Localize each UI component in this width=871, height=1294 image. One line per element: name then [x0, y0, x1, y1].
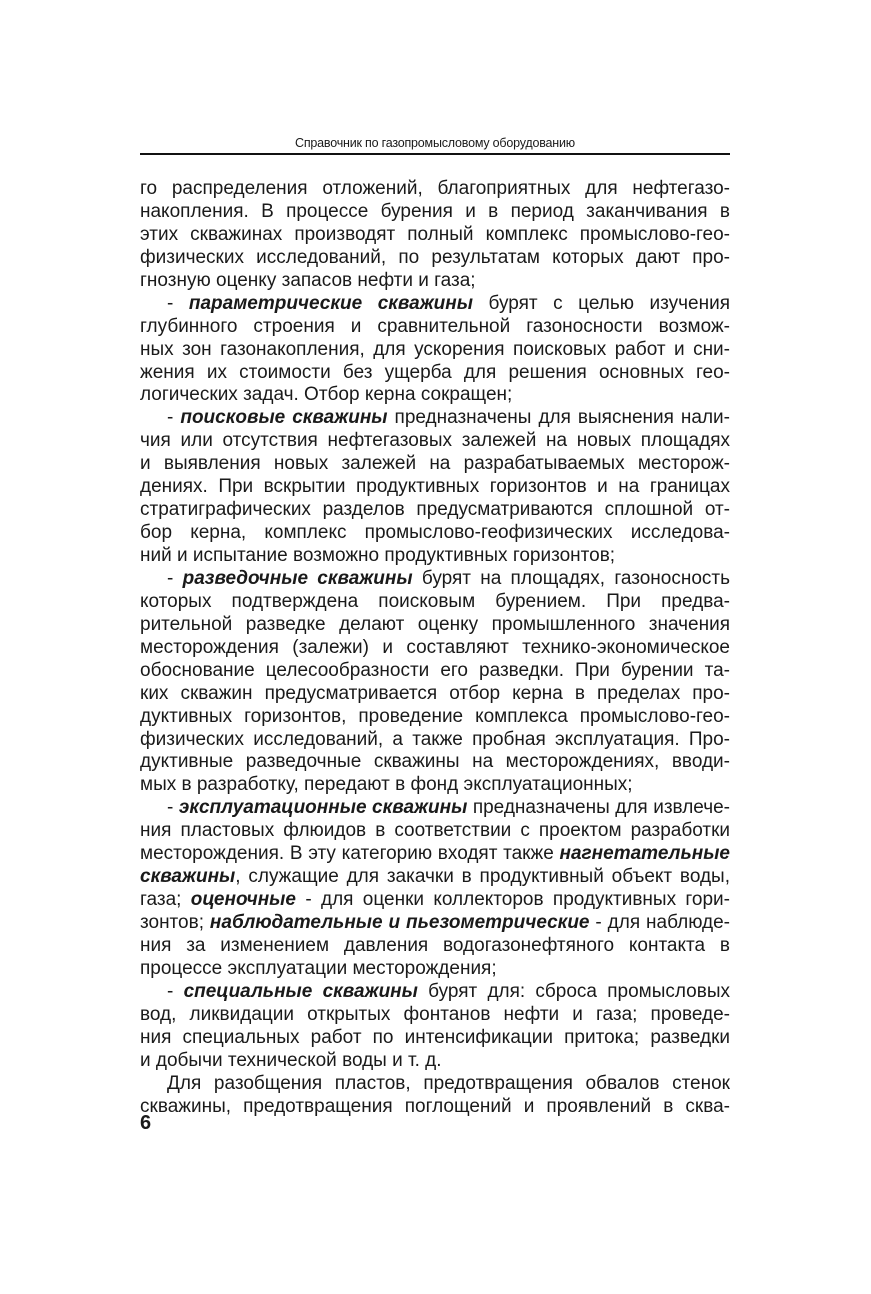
text-run: го распределения отложений, благоприятных для нефтегазо-	[140, 178, 730, 199]
bold-italic-term: разведочные скважины	[182, 567, 413, 589]
text-line	[140, 683, 730, 706]
text-line	[140, 384, 730, 407]
text-run: ных зон газонакопления, для ускорения поисковых работ и сни-	[140, 338, 730, 360]
text-run: бор керна, комплекс промыслово-геофизических исследова-	[140, 522, 730, 544]
text-line	[140, 774, 730, 797]
text-run: ния пластовых флюидов в соответствии с проектом разработки	[140, 820, 730, 842]
text-run: ний и испытание возможно продуктивных горизонтов;	[140, 545, 616, 566]
text-run: -	[167, 407, 181, 429]
text-run: зонтов;	[140, 912, 210, 933]
text-run: предназначены для извлече-	[467, 797, 731, 819]
text-run: жения их стоимости без ущерба для решения основных гео-	[140, 361, 730, 383]
bold-italic-term: нагнетательные	[559, 843, 730, 865]
text-line	[140, 339, 730, 362]
text-run: вод, ликвидации открытых фонтанов нефти и газа; проведе-	[140, 1003, 730, 1025]
text-line	[140, 1027, 730, 1050]
text-line	[140, 660, 730, 683]
text-line	[140, 453, 730, 476]
text-run: рительной разведке делают оценку промышленного значения	[140, 613, 730, 635]
text-line	[140, 981, 730, 1004]
text-run: ния за изменением давления водогазонефтяного контакта в	[140, 934, 730, 956]
text-run: накопления. В процессе бурения и в период заканчивания в	[140, 200, 730, 222]
bold-italic-term: оценочные	[190, 889, 296, 911]
bold-italic-term: скважины	[140, 866, 236, 888]
text-run: скважины, предотвращения поглощений и проявлений в сква-	[140, 1095, 730, 1117]
bold-italic-term: поисковые скважины	[180, 407, 388, 429]
text-run: гнозную оценку запасов нефти и газа;	[140, 269, 476, 291]
text-run: -	[167, 292, 189, 314]
text-line	[140, 820, 730, 843]
text-run: дуктивные разведочные скважины на месторождениях, вводи-	[140, 751, 730, 773]
text-line	[140, 912, 730, 935]
text-run: месторождения. В эту категорию входят также	[140, 843, 560, 865]
text-line	[140, 201, 730, 224]
text-run: глубинного строения и сравнительной газоносности возмож-	[140, 315, 730, 337]
text-line	[140, 522, 730, 545]
text-line	[140, 935, 730, 958]
text-run: бурят для: сброса промысловых	[417, 980, 730, 1002]
text-run: физических исследований, а также пробная эксплуатация. Про-	[140, 728, 730, 750]
bold-italic-term: параметрические скважины	[188, 292, 473, 314]
text-line	[140, 568, 730, 591]
text-line	[140, 362, 730, 385]
text-run: - для оценки коллекторов продуктивных гори-	[295, 889, 731, 911]
text-run: стратиграфических разделов предусматриваются сплошной от-	[140, 499, 730, 521]
text-line	[140, 1004, 730, 1027]
text-line	[140, 1050, 730, 1073]
text-line	[140, 247, 730, 270]
text-line	[140, 706, 730, 729]
text-line	[140, 797, 730, 820]
bold-italic-term: эксплуатационные скважины	[178, 797, 468, 819]
text-line	[140, 476, 730, 499]
page-number: 6	[140, 1112, 152, 1134]
text-run: обоснование целесообразности его разведки. При бурении та-	[140, 659, 730, 681]
text-run: -	[167, 797, 179, 819]
bold-italic-term: специальные скважины	[183, 980, 418, 1002]
text-run: дениях. При вскрытии продуктивных горизонтов и на границах	[140, 476, 730, 498]
text-run: -	[167, 567, 183, 589]
text-line	[140, 751, 730, 774]
text-line	[140, 407, 730, 430]
text-line	[140, 843, 730, 866]
text-line	[140, 866, 730, 889]
text-run: этих скважинах производят полный комплекс промыслово-гео-	[140, 223, 730, 245]
text-line	[140, 591, 730, 614]
text-run: логических задач. Отбор керна сокращен;	[140, 384, 513, 406]
text-line	[140, 1073, 730, 1096]
text-run: физических исследований, по результатам которых дают про-	[140, 246, 730, 268]
text-run: ния специальных работ по интенсификации притока; разведки	[140, 1026, 730, 1048]
text-run: -	[167, 980, 184, 1002]
text-line	[140, 545, 730, 568]
text-line	[140, 499, 730, 522]
text-line	[140, 614, 730, 637]
text-run: и добычи технической воды и т. д.	[140, 1049, 442, 1071]
text-run: предназначены для выяснения нали-	[387, 407, 730, 429]
header-rule	[140, 153, 730, 155]
text-line	[140, 889, 730, 912]
running-header: Справочник по газопромысловому оборудованию	[295, 136, 575, 150]
text-run: газа;	[140, 889, 191, 911]
text-line	[140, 178, 730, 201]
text-line	[140, 1096, 730, 1119]
text-line	[140, 293, 730, 316]
text-run: и выявления новых залежей на разрабатываемых месторож-	[140, 453, 730, 475]
text-run: - для наблюде-	[589, 912, 731, 933]
text-run: мых в разработку, передают в фонд эксплуатационных;	[140, 774, 633, 796]
text-run: чия или отсутствия нефтегазовых залежей на новых площадях	[140, 430, 730, 452]
text-run: бурят с целью изучения	[473, 292, 731, 314]
text-run: Для разобщения пластов, предотвращения обвалов стенок	[167, 1072, 730, 1094]
text-run: бурят на площадях, газоносность	[412, 567, 730, 589]
text-run: которых подтверждена поисковым бурением. При предва-	[140, 590, 730, 612]
text-line	[140, 958, 730, 981]
text-line	[140, 270, 730, 293]
text-line	[140, 430, 730, 453]
bold-italic-term: наблюдательные и пьезометрические	[209, 912, 590, 933]
text-run: месторождения (залежи) и составляют технико-экономическое	[140, 636, 730, 658]
text-run: ких скважин предусматривается отбор керна в пределах про-	[140, 682, 730, 704]
text-run: дуктивных горизонтов, проведение комплекса промыслово-гео-	[140, 705, 730, 727]
body-text	[140, 178, 730, 1118]
text-line	[140, 637, 730, 660]
text-run: процессе эксплуатации месторождения;	[140, 957, 497, 979]
text-line	[140, 224, 730, 247]
text-line	[140, 316, 730, 339]
text-run: , служащие для закачки в продуктивный объект воды,	[235, 866, 730, 888]
text-line	[140, 729, 730, 752]
